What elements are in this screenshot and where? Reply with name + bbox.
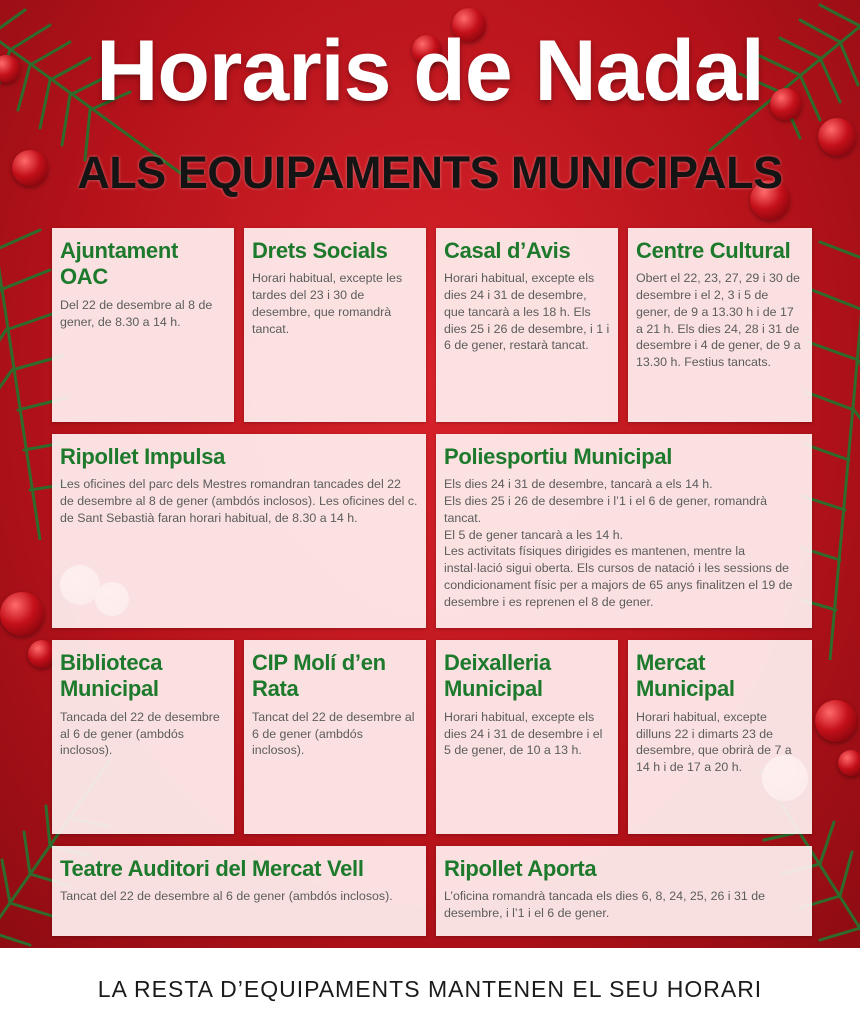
card-ripollet-aporta <box>436 846 812 936</box>
card-text: Horari habitual, excepte dilluns 22 i dimarts 23 de desembre, que obrirà de 7 a 14 h i de 17 a 20 h. <box>636 709 792 774</box>
card-text-line: Els dies 25 i 26 de desembre i l’1 i el 6 de gener, romandrà tancat. <box>444 494 768 525</box>
card-deixalleria-municipal <box>436 640 618 834</box>
page-subtitle: ALS EQUIPAMENTS MUNICIPALS <box>77 147 783 198</box>
card-title: Ajuntament OAC <box>60 238 179 290</box>
page-title: Horaris de Nadal <box>96 23 764 119</box>
card-title: Centre Cultural <box>636 238 791 263</box>
card-teatre-auditori <box>52 846 426 936</box>
card-title: Biblioteca Municipal <box>60 650 163 702</box>
card-text: Tancat del 22 de desembre al 6 de gener (ambdós inclosos). <box>60 889 393 904</box>
card-text-line: El 5 de gener tancarà a les 14 h. <box>444 527 624 542</box>
card-text: Del 22 de desembre al 8 de gener, de 8.30 a 14 h. <box>60 297 213 329</box>
footer-banner <box>0 948 860 1024</box>
card-text: Tancat del 22 de desembre al 6 de gener (ambdós inclosos). <box>252 709 415 758</box>
card-text: Tancada del 22 de desembre al 6 de gener (ambdós inclosos). <box>60 709 220 758</box>
card-title: Casal d’Avis <box>444 238 571 263</box>
card-biblioteca-municipal <box>52 640 234 834</box>
card-title: Mercat Municipal <box>636 650 735 702</box>
red-berry-icon <box>838 750 860 776</box>
red-berry-icon <box>0 592 44 636</box>
card-title: CIP Molí d’en Rata <box>252 650 386 702</box>
card-title: Drets Socials <box>252 238 388 263</box>
red-berry-icon <box>815 700 857 742</box>
card-text-line: Els dies 24 i 31 de desembre, tancarà a els 14 h. <box>444 477 713 492</box>
card-title: Poliesportiu Municipal <box>444 444 673 469</box>
card-text: Obert el 22, 23, 27, 29 i 30 de desembre i el 2, 3 i 5 de gener, de 9 a 13.30 h i de 17 a 21 h. Els dies 24, 28 i 31 de desembre i 4 de gener, de 9 a 13.30 h. Festius tancats. <box>636 271 801 370</box>
card-text-line: Les activitats físiques dirigides es mantenen, mentre la instal·lació sigui oberta. Els cursos de natació i les sessions de condicionament físic per a majors de 65 anys finalitzen el 19 de desembre i es reprenen el 8 de gener. <box>444 544 793 609</box>
card-text: L’oficina romandrà tancada els dies 6, 8, 24, 25, 26 i 31 de desembre, i l’1 i el 6 de gener. <box>444 889 765 921</box>
card-title: Deixalleria Municipal <box>444 650 551 702</box>
card-cip-moli-den-rata <box>244 640 426 834</box>
card-text: Horari habitual, excepte els dies 24 i 31 de desembre, que tancarà a les 18 h. Els dies 25 i 26 de desembre, i 1 i 6 de gener, restarà tancat. <box>444 271 610 353</box>
card-title: Ripollet Aporta <box>444 856 597 881</box>
card-casal-davis <box>436 228 618 422</box>
card-title: Ripollet Impulsa <box>60 444 226 469</box>
card-text: Horari habitual, excepte els dies 24 i 31 de desembre i el 5 de gener, de 10 a 13 h. <box>444 709 603 758</box>
card-drets-socials <box>244 228 426 422</box>
card-mercat-municipal <box>628 640 812 834</box>
card-ajuntament-oac <box>52 228 234 422</box>
card-poliesportiu-municipal <box>436 434 812 628</box>
card-centre-cultural <box>628 228 812 422</box>
card-ripollet-impulsa <box>52 434 426 628</box>
card-text: Les oficines del parc dels Mestres romandran tancades del 22 de desembre al 8 de gener (ambdós inclosos). Les oficines del c. de Sant Sebastià faran horari habitual, de 8.30 a 14 h. <box>60 477 418 525</box>
card-title: Teatre Auditori del Mercat Vell <box>60 856 364 881</box>
footer-text: LA RESTA D’EQUIPAMENTS MANTENEN EL SEU HORARI <box>97 976 763 1002</box>
card-text: Horari habitual, excepte les tardes del 23 i 30 de desembre, que romandrà tancat. <box>252 271 403 336</box>
